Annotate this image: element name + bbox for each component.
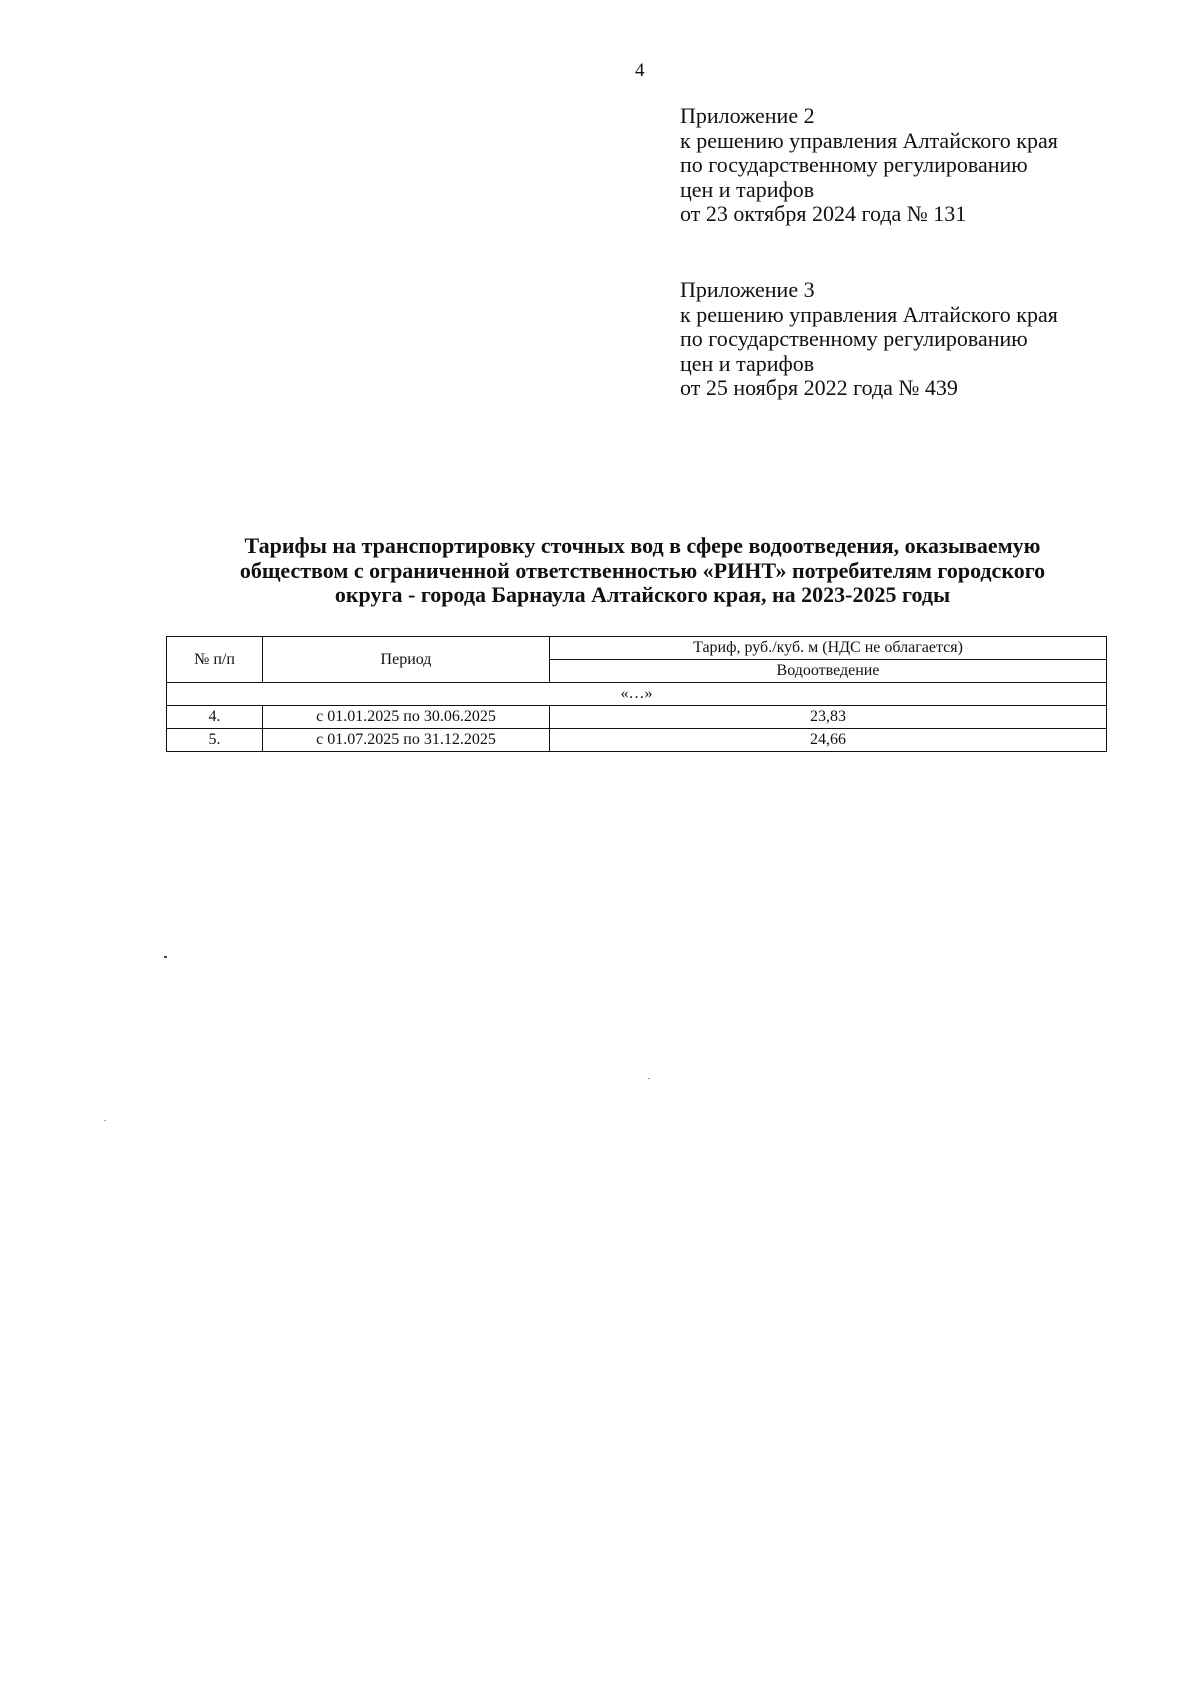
title-line: обществом с ограниченной ответственностью «РИНТ» потребителям городского — [239, 557, 1046, 583]
ellipsis-cell: «…» — [167, 683, 1107, 706]
table-header-row — [167, 637, 1107, 660]
title-line: Тарифы на транспортировку сточных вод в сфере водоотведения, оказываемую — [244, 533, 1041, 558]
appendix-2-line: к решению управления Алтайского края — [680, 127, 1058, 153]
appendix-3-line: цен и тарифов — [680, 350, 815, 376]
header-period: Период — [263, 637, 550, 683]
appendix-2-line: по государственному регулированию — [680, 152, 1028, 177]
appendix-2-block — [680, 104, 1058, 227]
header-tariff: Тариф, руб./куб. м (НДС не облагается) — [550, 637, 1107, 660]
table-row — [167, 706, 1107, 729]
row-num: 5. — [167, 729, 263, 752]
title-line: округа - города Барнаула Алтайского края, на 2023-2025 годы — [334, 582, 951, 607]
scan-speck — [104, 1120, 106, 1121]
document-title — [190, 534, 1095, 608]
row-value: 24,66 — [550, 729, 1107, 752]
appendix-3-line: от 25 ноября 2022 года № 439 — [680, 375, 958, 400]
appendix-2-line: Приложение 2 — [680, 103, 815, 128]
row-period: с 01.01.2025 по 30.06.2025 — [263, 706, 550, 729]
appendix-3-line: Приложение 3 — [680, 277, 815, 302]
appendix-2-line: цен и тарифов — [680, 176, 815, 202]
appendix-3-line: по государственному регулированию — [680, 326, 1028, 351]
appendix-3-block — [680, 278, 1058, 401]
page-number: 4 — [635, 60, 645, 81]
tariff-table — [166, 636, 1107, 752]
row-value: 23,83 — [550, 706, 1107, 729]
header-num: № п/п — [167, 637, 263, 683]
table-row-ellipsis — [167, 683, 1107, 706]
header-service: Водоотведение — [550, 660, 1107, 683]
table-row — [167, 729, 1107, 752]
scan-speck — [648, 1078, 650, 1079]
appendix-2-line: от 23 октября 2024 года № 131 — [680, 201, 967, 226]
scan-speck — [164, 956, 167, 958]
row-num: 4. — [167, 706, 263, 729]
row-period: с 01.07.2025 по 31.12.2025 — [263, 729, 550, 752]
appendix-3-line: к решению управления Алтайского края — [680, 301, 1058, 327]
